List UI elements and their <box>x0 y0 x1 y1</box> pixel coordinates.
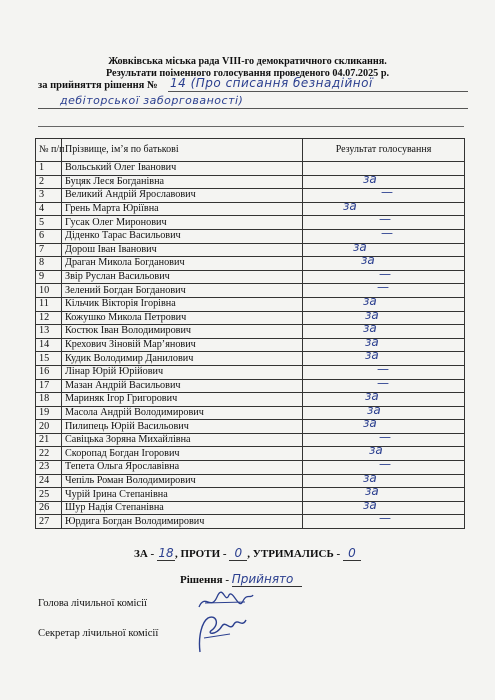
row-number: 4 <box>36 202 62 216</box>
vote-mark: за <box>363 171 377 186</box>
utrymalys-label: , УТРИМАЛИСЬ - <box>247 548 341 560</box>
row-number: 17 <box>36 379 62 393</box>
deputy-name: Лінар Юрій Юрійович <box>62 365 303 379</box>
deputy-name: Грень Марта Юріївна <box>62 202 303 216</box>
vote-mark: за <box>369 443 383 458</box>
row-number: 24 <box>36 474 62 488</box>
deputy-name: Драган Микола Богданович <box>62 257 303 271</box>
vote-result-cell <box>303 389 465 407</box>
deputy-name: Савіцька Зоряна Михайлівна <box>62 433 303 447</box>
table-row <box>36 311 465 325</box>
vote-mark: за <box>363 416 377 431</box>
result-label: Рішення - <box>180 574 229 586</box>
vote-result-cell <box>303 429 465 447</box>
table-row <box>36 406 465 420</box>
decision-handwritten-1: 14 (Про списання безнадійної <box>170 76 373 90</box>
table-row <box>36 202 465 216</box>
vote-mark: за <box>361 253 375 268</box>
table-row <box>36 352 465 366</box>
row-number: 27 <box>36 515 62 529</box>
utrymalys-value: 0 <box>348 546 356 560</box>
vote-result-cell <box>303 225 465 243</box>
table-row <box>36 365 465 379</box>
row-number: 19 <box>36 406 62 420</box>
deputy-name: Кільчик Вікторія Ігорівна <box>62 297 303 311</box>
vote-result-cell <box>303 334 465 352</box>
vote-mark: за <box>363 293 377 308</box>
table-row <box>36 189 465 203</box>
vote-result-cell <box>303 239 465 257</box>
deputy-name: Зелений Богдан Богданович <box>62 284 303 298</box>
table-row <box>36 338 465 352</box>
vote-result-cell <box>303 511 465 529</box>
vote-mark: — <box>381 225 393 240</box>
decision-label: за прийняття рішення № <box>38 80 158 91</box>
za-label: ЗА - <box>134 548 155 560</box>
secretary-signature <box>190 612 250 657</box>
table-row <box>36 433 465 447</box>
row-number: 12 <box>36 311 62 325</box>
deputy-name: Крехович Зіновій Мар’янович <box>62 338 303 352</box>
deputy-name: Костюк Іван Володимирович <box>62 325 303 339</box>
table-row <box>36 379 465 393</box>
proty-value: 0 <box>234 546 243 560</box>
deputy-name: Кудик Володимир Данилович <box>62 352 303 366</box>
col-header-name: Прізвище, ім’я по батькові <box>62 139 303 162</box>
vote-mark: за <box>365 389 379 404</box>
table-row <box>36 393 465 407</box>
table-row <box>36 325 465 339</box>
vote-mark: — <box>377 280 389 295</box>
vote-result-cell <box>303 185 465 203</box>
decision-line <box>38 76 468 107</box>
deputy-name: Мариняк Ігор Григорович <box>62 393 303 407</box>
chair-label: Голова лічильної комісії <box>38 598 147 609</box>
deputy-name: Дорош Іван Іванович <box>62 243 303 257</box>
vote-result-cell <box>303 307 465 325</box>
vote-mark: — <box>379 429 391 444</box>
table-row <box>36 175 465 189</box>
council-title: Жовківська міська рада VIII-го демократичного скликання. <box>108 56 387 67</box>
vote-mark: за <box>353 239 367 254</box>
deputy-name: Шур Надія Степанівна <box>62 501 303 515</box>
vote-result-cell <box>303 402 465 420</box>
row-number: 8 <box>36 257 62 271</box>
table-row <box>36 297 465 311</box>
vote-mark: за <box>365 334 379 349</box>
deputy-name: Мазан Андрій Васильович <box>62 379 303 393</box>
table-row <box>36 216 465 230</box>
table-row <box>36 474 465 488</box>
table-body <box>36 162 465 529</box>
vote-mark: за <box>363 470 377 485</box>
decision-handwritten-2: дебіторської заборгованості) <box>60 94 244 107</box>
vote-mark: — <box>379 266 391 281</box>
vote-mark: — <box>379 511 391 526</box>
table-row <box>36 270 465 284</box>
row-number: 10 <box>36 284 62 298</box>
deputy-name: Скоропад Богдан Ігорович <box>62 447 303 461</box>
row-number: 2 <box>36 175 62 189</box>
deputy-name: Діденко Тарас Васильович <box>62 229 303 243</box>
col-header-result: Результат голосування <box>303 139 465 162</box>
row-number: 6 <box>36 229 62 243</box>
deputy-name: Пилипець Юрій Васильович <box>62 420 303 434</box>
row-number: 5 <box>36 216 62 230</box>
row-number: 7 <box>36 243 62 257</box>
vote-mark: — <box>379 212 391 227</box>
vote-result-cell <box>303 457 465 475</box>
row-number: 1 <box>36 162 62 176</box>
table-row <box>36 488 465 502</box>
table-row <box>36 447 465 461</box>
table-row <box>36 515 465 529</box>
deputy-name: Вольський Олег Іванович <box>62 162 303 176</box>
deputy-name: Чепіль Роман Володимирович <box>62 474 303 488</box>
vote-mark: за <box>367 402 381 417</box>
vote-mark: — <box>377 375 389 390</box>
deputy-name: Тепета Ольга Ярославівна <box>62 461 303 475</box>
table-row <box>36 243 465 257</box>
vote-mark: за <box>363 497 377 512</box>
vote-result-cell <box>303 470 465 488</box>
table-row <box>36 461 465 475</box>
vote-result-cell <box>303 321 465 339</box>
table-header-row <box>36 139 465 162</box>
result-value: Прийнято <box>231 572 294 586</box>
vote-result-cell <box>303 293 465 311</box>
chair-signature <box>195 585 255 615</box>
row-number: 13 <box>36 325 62 339</box>
table-row <box>36 284 465 298</box>
row-number: 21 <box>36 433 62 447</box>
col-header-num: № п/п <box>36 139 62 162</box>
row-number: 3 <box>36 189 62 203</box>
vote-mark: — <box>377 361 389 376</box>
row-number: 15 <box>36 352 62 366</box>
vote-mark: за <box>365 348 379 363</box>
row-number: 26 <box>36 501 62 515</box>
decision-underline-1 <box>168 91 468 92</box>
vote-result-cell <box>303 375 465 393</box>
row-number: 9 <box>36 270 62 284</box>
row-number: 18 <box>36 393 62 407</box>
vote-mark: — <box>381 185 393 200</box>
table-row <box>36 501 465 515</box>
row-number: 16 <box>36 365 62 379</box>
voting-date-title: Результати поіменного голосування проведеного 04.07.2025 р. <box>105 68 390 79</box>
vote-mark: за <box>365 484 379 499</box>
secretary-label: Секретар лічильної комісії <box>38 628 159 639</box>
deputy-name: Гусак Олег Миронович <box>62 216 303 230</box>
deputy-name: Чурій Ірина Степанівна <box>62 488 303 502</box>
table-row <box>36 229 465 243</box>
vote-result-cell <box>303 484 465 502</box>
vote-mark: за <box>365 307 379 322</box>
blank-underline <box>38 126 464 127</box>
deputy-name: Буцяк Леся Богданівна <box>62 175 303 189</box>
vote-totals <box>0 546 495 561</box>
vote-result-cell <box>303 162 465 176</box>
deputy-name: Юрдига Богдан Володимирович <box>62 515 303 529</box>
vote-mark: за <box>343 198 357 213</box>
vote-result-cell <box>303 280 465 298</box>
vote-mark: за <box>363 321 377 336</box>
table-row <box>36 162 465 176</box>
row-number: 22 <box>36 447 62 461</box>
deputy-name: Кожушко Микола Петрович <box>62 311 303 325</box>
row-number: 25 <box>36 488 62 502</box>
table-row <box>36 257 465 271</box>
vote-mark: — <box>379 457 391 472</box>
row-number: 20 <box>36 420 62 434</box>
deputy-name: Звір Руслан Васильович <box>62 270 303 284</box>
table-row <box>36 420 465 434</box>
proty-label: , ПРОТИ - <box>174 548 227 560</box>
row-number: 23 <box>36 461 62 475</box>
voting-table <box>35 138 465 529</box>
decision-underline-2 <box>38 108 468 109</box>
row-number: 14 <box>36 338 62 352</box>
za-value: 18 <box>158 546 174 560</box>
deputy-name: Великий Андрій Ярославович <box>62 189 303 203</box>
row-number: 11 <box>36 297 62 311</box>
deputy-name: Масола Андрій Володимирович <box>62 406 303 420</box>
